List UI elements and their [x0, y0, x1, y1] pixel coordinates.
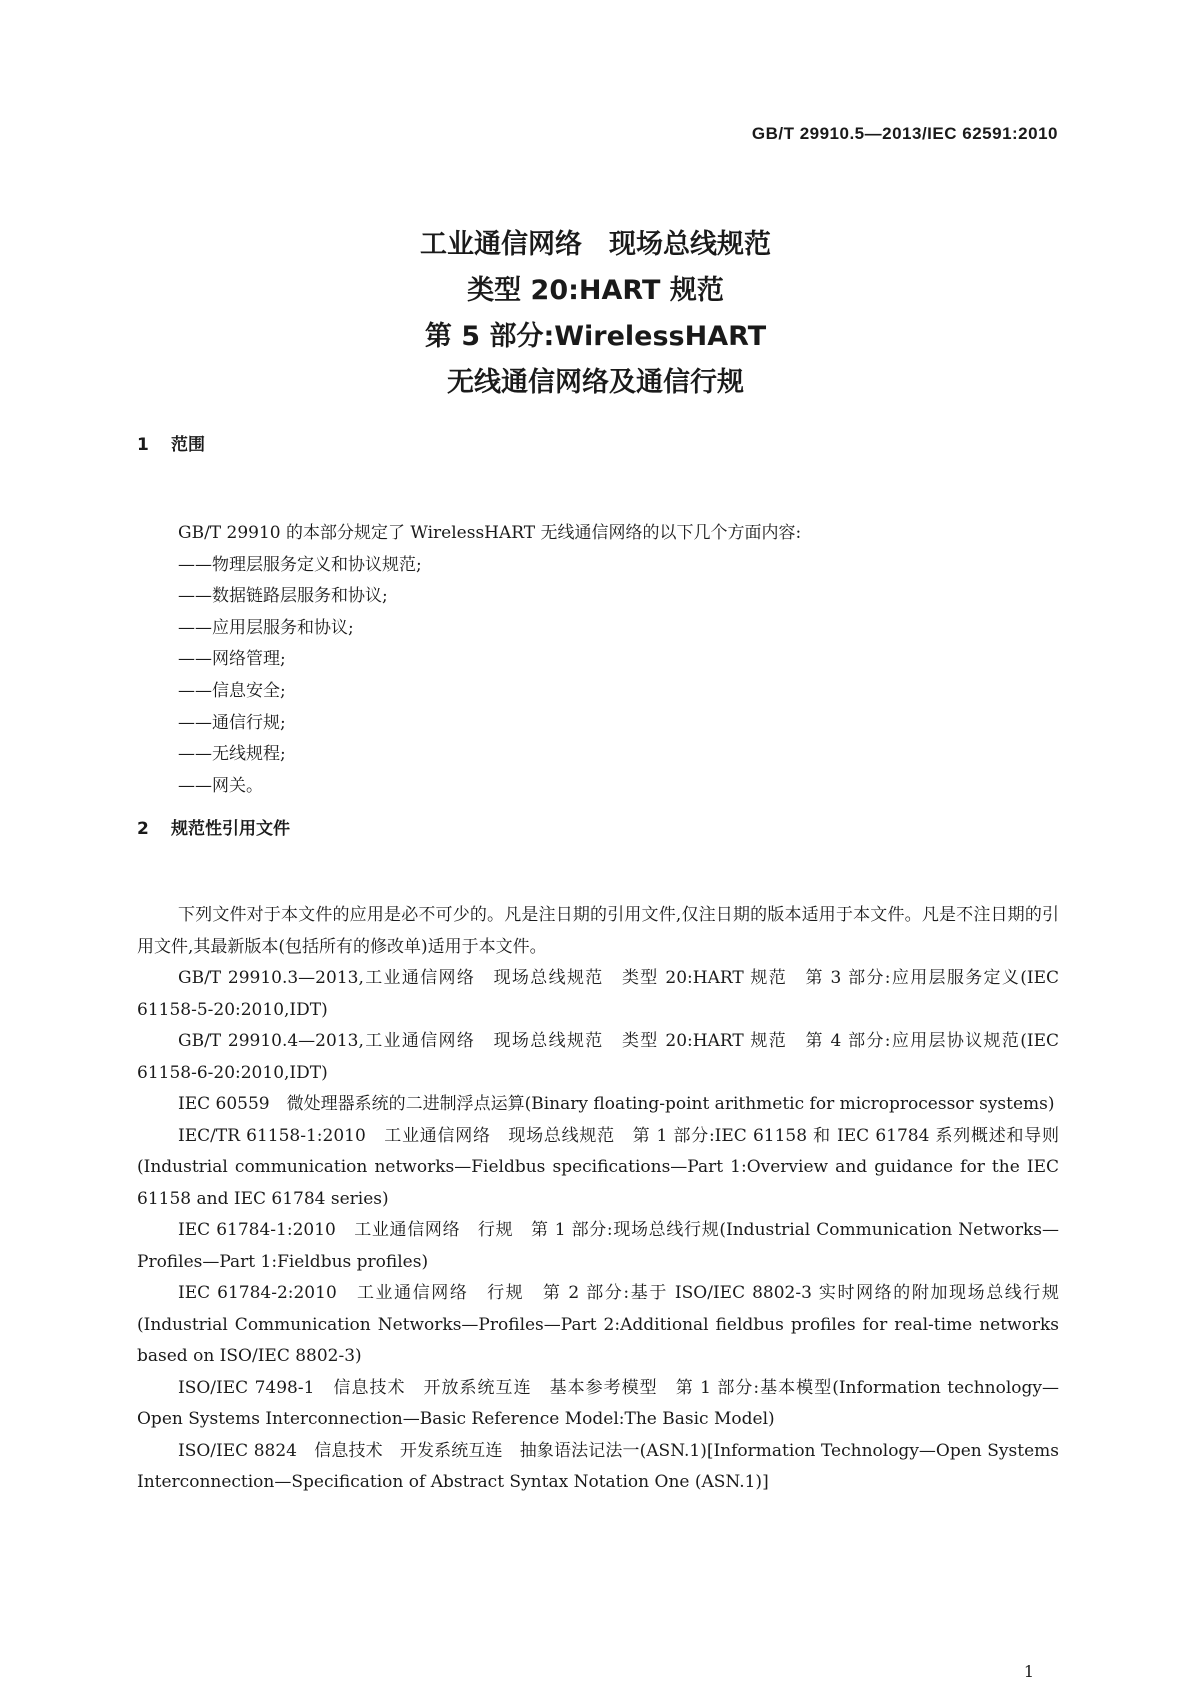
scope-item: ——信息安全; — [178, 680, 286, 701]
reference-paragraph: ISO/IEC 8824 信息技术 开发系统互连 抽象语法记法一(ASN.1)[Information Technology—Open Systems Interconnection—Specification of Abstract Syntax Notation One (ASN.1)] — [137, 1440, 1065, 1492]
normative-references — [137, 900, 1065, 1499]
section-1-title: 范围 — [171, 435, 205, 455]
reference-paragraph: 下列文件对于本文件的应用是必不可少的。凡是注日期的引用文件,仅注日期的版本适用于本文件。凡是不注日期的引用文件,其最新版本(包括所有的修改单)适用于本文件。 — [137, 905, 1059, 957]
scope-item: ——物理层服务定义和协议规范; — [178, 554, 422, 575]
section-2-number: 2 — [137, 819, 149, 839]
section-2-title: 规范性引用文件 — [171, 819, 290, 839]
document-standard-id: GB/T 29910.5—2013/IEC 62591:2010 — [751, 124, 1058, 143]
section-1-heading — [137, 430, 205, 455]
reference-paragraph: IEC 61784-2:2010 工业通信网络 行规 第 2 部分:基于 ISO/IEC 8802-3 实时网络的附加现场总线行规(Industrial Communication Networks—Profiles—Part 2:Additional fieldbus profiles for real-time networks based on ISO/IEC 8802-3) — [137, 1283, 1065, 1366]
title-line-3: 第 5 部分:WirelessHART — [424, 321, 767, 352]
reference-paragraph: GB/T 29910.3—2013,工业通信网络 现场总线规范 类型 20:HART 规范 第 3 部分:应用层服务定义(IEC 61158-5-20:2010,IDT) — [137, 968, 1065, 1020]
reference-paragraph: ISO/IEC 7498-1 信息技术 开放系统互连 基本参考模型 第 1 部分:基本模型(Information technology—Open Systems Interconnection—Basic Reference Model:The Basic Model) — [137, 1377, 1059, 1429]
title-line-4: 无线通信网络及通信行规 — [447, 367, 744, 398]
scope-item: ——网关。 — [178, 775, 263, 796]
scope-item: ——无线规程; — [178, 744, 286, 765]
scope-item: ——应用层服务和协议; — [178, 617, 354, 638]
scope-item: ——网络管理; — [178, 649, 286, 670]
section-1-number: 1 — [137, 435, 149, 455]
scope-content — [178, 518, 801, 802]
reference-paragraph: GB/T 29910.4—2013,工业通信网络 现场总线规范 类型 20:HART 规范 第 4 部分:应用层协议规范(IEC 61158-6-20:2010,IDT) — [137, 1031, 1065, 1083]
page-number: 1 — [1023, 1662, 1034, 1681]
reference-paragraph: IEC/TR 61158-1:2010 工业通信网络 现场总线规范 第 1 部分:IEC 61158 和 IEC 61784 系列概述和导则(Industrial communication networks—Fieldbus specifications—Part 1:Overview and guidance for the IEC 61158 and IEC 61784 series) — [137, 1125, 1065, 1209]
reference-paragraph: IEC 60559 微处理器系统的二进制浮点运算(Binary floating-point arithmetic for microprocessor systems) — [178, 1094, 1055, 1114]
scope-intro: GB/T 29910 的本部分规定了 WirelessHART 无线通信网络的以下几个方面内容: — [178, 523, 802, 543]
title-line-1: 工业通信网络 现场总线规范 — [420, 229, 771, 260]
section-2-heading — [137, 814, 290, 839]
reference-paragraph: IEC 61784-1:2010 工业通信网络 行规 第 1 部分:现场总线行规(Industrial Communication Networks—Profiles—Part 1:Fieldbus profiles) — [137, 1220, 1059, 1272]
scope-item: ——数据链路层服务和协议; — [178, 586, 388, 607]
document-title — [0, 222, 1191, 406]
title-line-2: 类型 20:HART 规范 — [467, 275, 724, 306]
scope-item: ——通信行规; — [178, 712, 286, 733]
